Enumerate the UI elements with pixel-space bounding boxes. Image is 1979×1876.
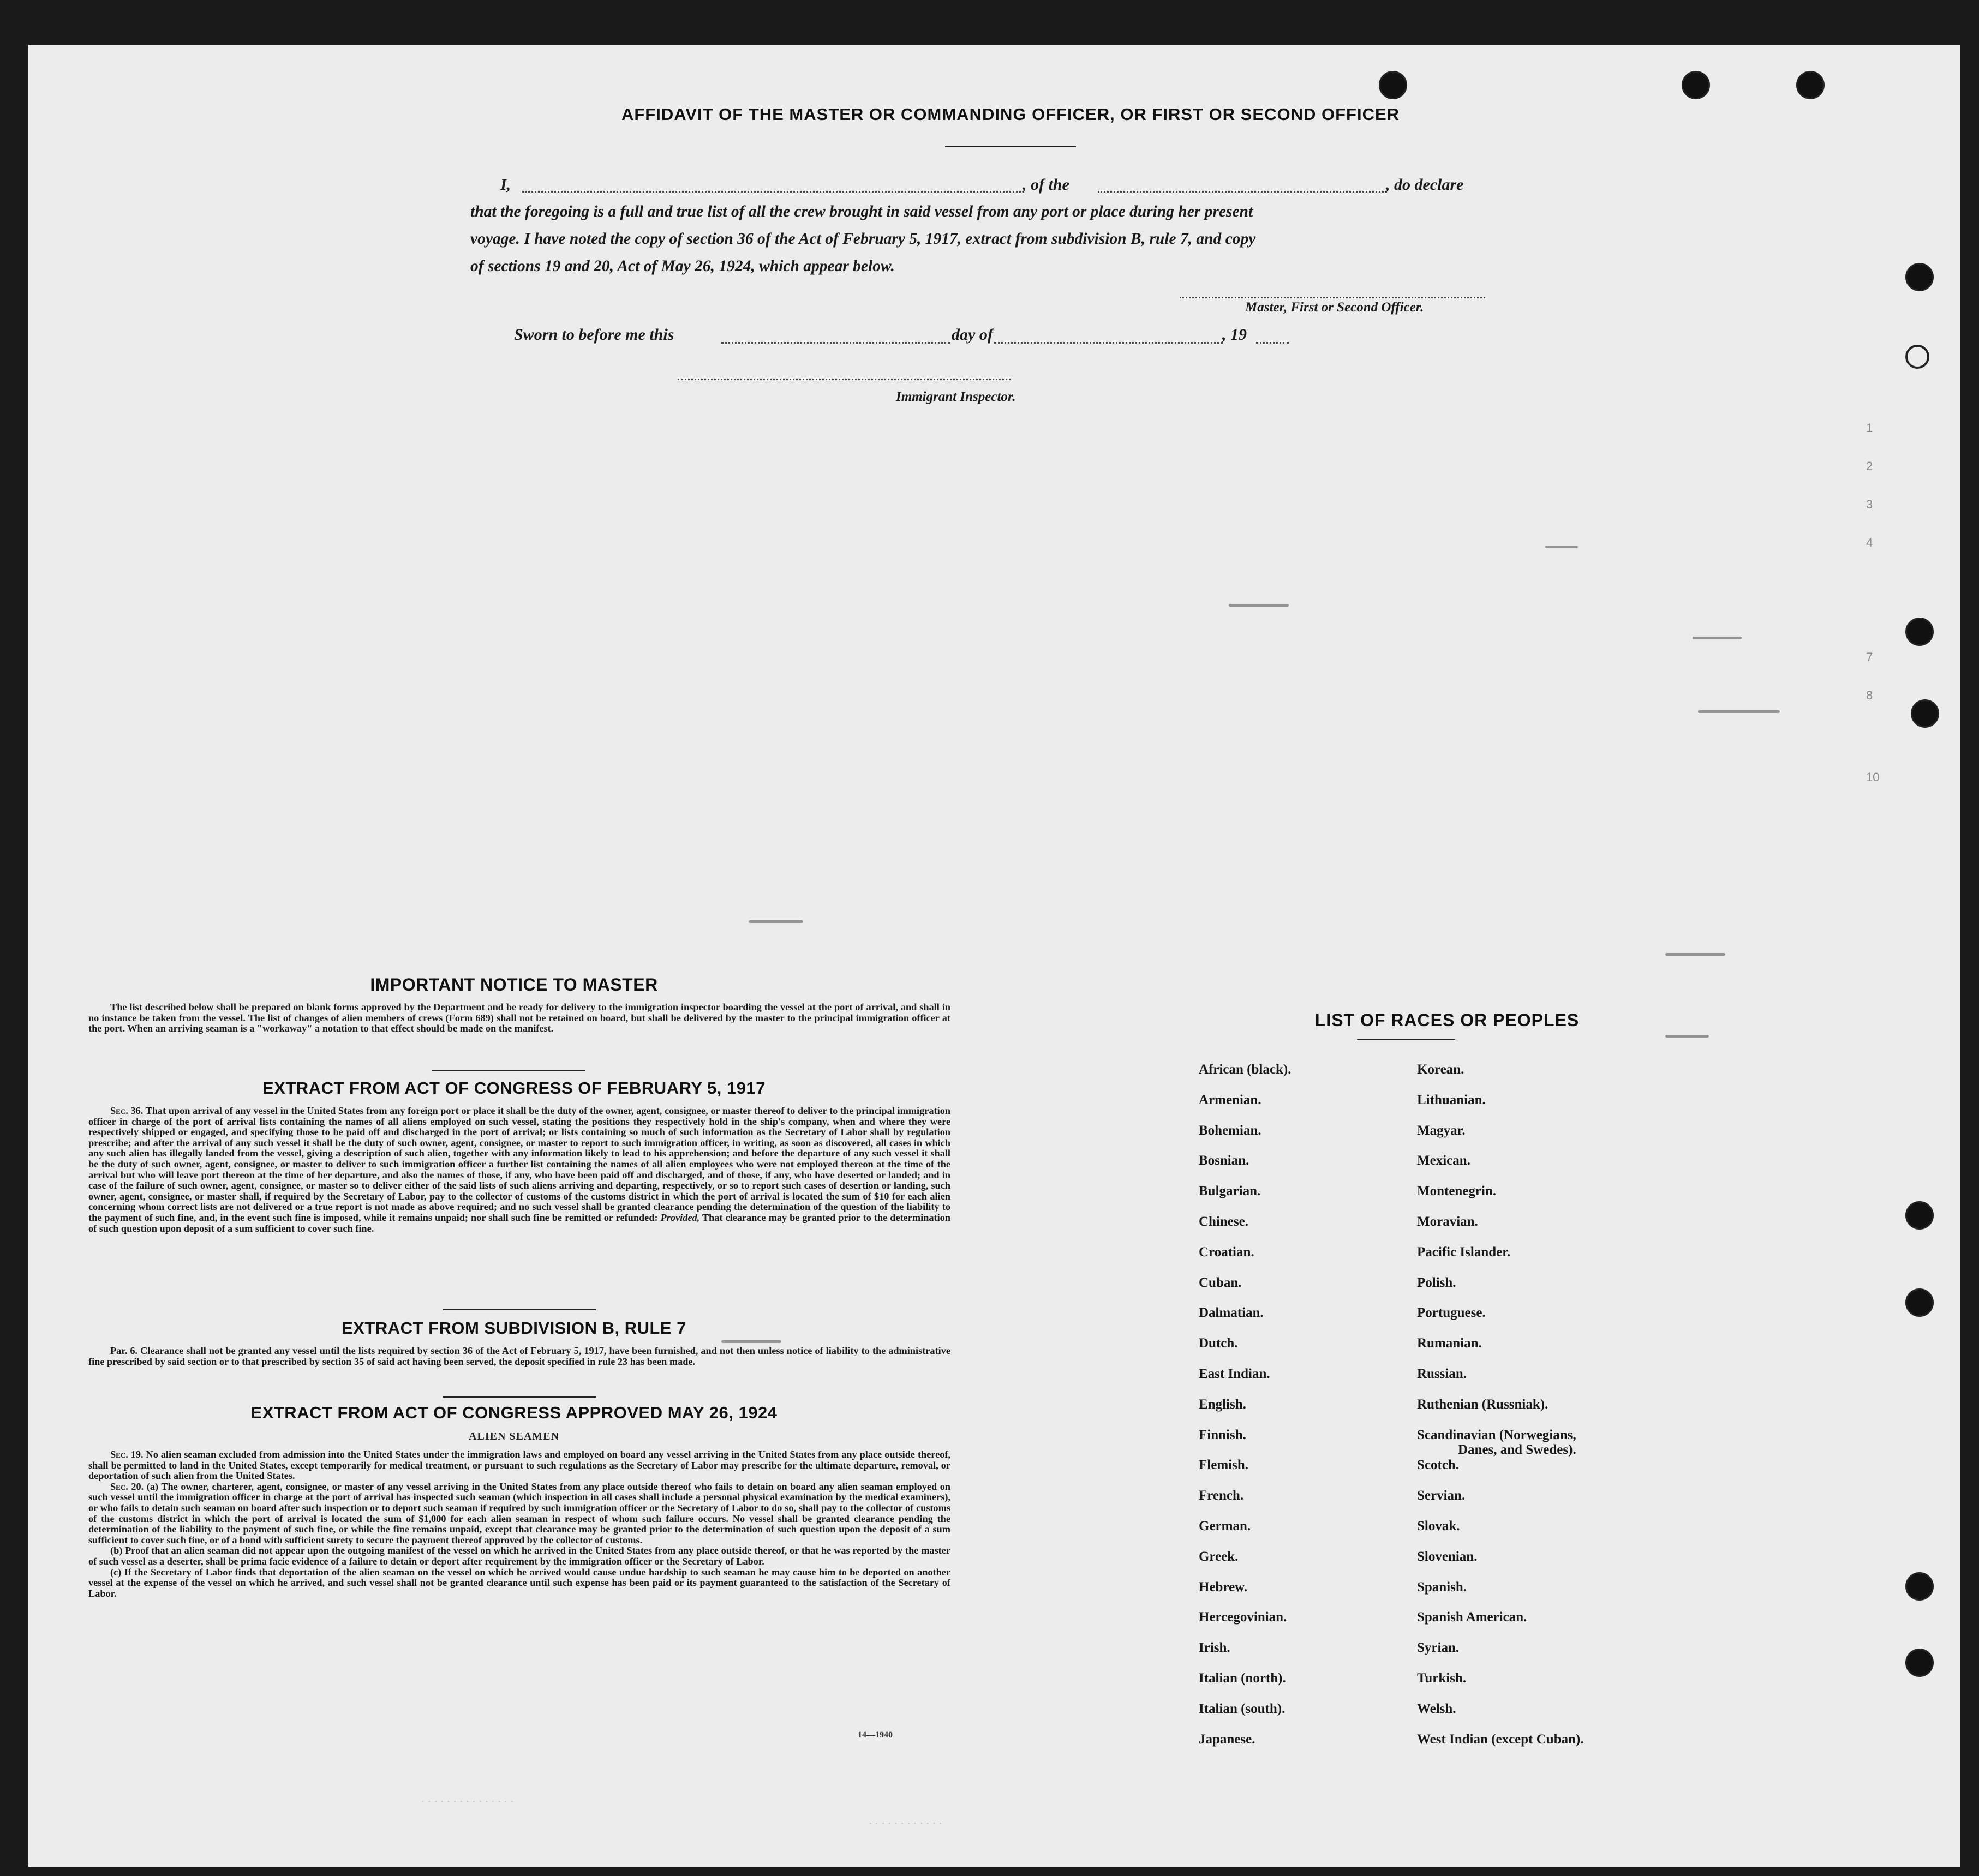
punch-hole — [1905, 618, 1934, 646]
race-item: Italian (south). — [1199, 1701, 1286, 1716]
punch-hole — [1796, 71, 1825, 99]
rule-7-paragraph: Par. 6. Clearance shall not be granted any vessel until the lists required by section 36 of the Act of February 5, 1917, have been furnished, and not then unless notice of liability to the administrative fine prescribed by said section or to that prescribed by section 35 of said act having been served, the deposit specified in rule 23 has been made. — [88, 1345, 950, 1367]
race-item: Lithuanian. — [1417, 1092, 1486, 1107]
races-title: LIST OF RACES OR PEOPLES — [1314, 1010, 1580, 1030]
extract-1924-text — [88, 1449, 950, 1599]
sec-20-label: Sec. 20. — [110, 1481, 144, 1492]
vessel-name-field[interactable] — [1098, 191, 1387, 193]
notice-paragraph: The list described below shall be prepared on blank forms approved by the Department and be ready for delivery to the immigration inspector boarding the vessel at the port of arrival, and shall in no instance be taken from the vessel. The list of changes of alien members of crews (Form 689) shall not be retained on board, but shall be delivered by the master to the principal immigration officer at the port. When an arriving seaman is a "workaway" a notation to that effect should be made on the manifest. — [88, 1002, 950, 1034]
sworn-year-field[interactable] — [1256, 342, 1289, 344]
ink-smudge — [1698, 710, 1780, 713]
affidavit-line-2: that the foregoing is a full and true list of all the crew brought in said vessel from any port or place during her present — [470, 203, 1253, 220]
race-item: Portuguese. — [1417, 1305, 1486, 1321]
sworn-month-field[interactable] — [994, 342, 1223, 344]
race-item: Hebrew. — [1199, 1579, 1248, 1595]
ink-smudge — [1665, 1035, 1709, 1038]
race-item: English. — [1199, 1396, 1246, 1412]
ink-smudge — [749, 920, 803, 923]
sworn-label: Sworn to before me this — [514, 326, 674, 344]
bleed-through-marks: 10 — [1866, 770, 1880, 784]
races-column-2 — [1417, 1062, 1584, 1762]
sec-20a-text: (a) The owner, charterer, agent, consignee, or master of any vessel arriving in the United States from any place outside thereof who fails to detain on board any alien seaman employed on such vessel until the immigration officer in charge at the port of arrival has inspected such seaman (which inspection in all cases shall include a personal physical examination by the medical examiners), or who fails to detain such seaman on board after such inspection or to deport such seaman if required by such immigration officer or the Secretary of Labor to do so, shall pay to the collector of customs of the customs district in which the port of arrival is located the sum of $1,000 for each alien seaman in respect of whom such failure occurs. No vessel shall be granted clearance pending the determination of the liability to the payment of such fine, or while the fine remains unpaid, except that clearance may be granted prior to the determination of such question upon the deposit of a sum sufficient to cover such fine, or of a bond with sufficient surety to secure the payment thereof approved by the collector of customs. — [88, 1481, 950, 1545]
affidavit-line-4: of sections 19 and 20, Act of May 26, 1924, which appear below. — [470, 257, 895, 275]
master-signature-field[interactable] — [1180, 297, 1485, 298]
ink-smudge — [1545, 546, 1578, 548]
race-item: Dalmatian. — [1199, 1305, 1264, 1321]
sec-20c-text: (c) If the Secretary of Labor finds that deportation of the alien seaman on the vessel on which he arrived would cause undue hardship to such seaman he may cause him to be deported on another vessel at the expense of the vessel on which he arrived, and such vessel shall not be granted clearance until such expense has been paid or its payment guaranteed to the satisfaction of the Secretary of Labor. — [88, 1566, 950, 1599]
bleed-through-marks: 3 — [1866, 498, 1873, 511]
sec-20b-text: (b) Proof that an alien seaman did not appear upon the outgoing manifest of the vessel on which he arrived in the United States from any place outside thereof, or that he was reported by the master of such vessel as a deserter, shall be prima facie evidence of a failure to detain or deport after requirement by the immigration officer or the Secretary of Labor. — [88, 1545, 950, 1567]
extract-1917-text — [88, 1106, 950, 1234]
race-item: Rumanian. — [1417, 1336, 1482, 1351]
race-item: Pacific Islander. — [1417, 1244, 1511, 1260]
bleed-through-marks: 7 — [1866, 650, 1873, 664]
race-item: German. — [1199, 1518, 1251, 1533]
race-item: Montenegrin. — [1417, 1184, 1497, 1199]
bleed-through-footer: · · · · · · · · · · · · · · · — [421, 1796, 514, 1808]
race-item: Welsh. — [1417, 1701, 1456, 1716]
section-divider — [432, 1070, 585, 1071]
bleed-through-marks: 1 — [1866, 421, 1873, 435]
document-sheet — [28, 45, 1960, 1867]
year-label: , 19 — [1222, 326, 1247, 344]
race-item: Armenian. — [1199, 1092, 1261, 1107]
sworn-day-field[interactable] — [721, 342, 950, 344]
declarant-name-field[interactable] — [522, 191, 1024, 193]
race-item: Dutch. — [1199, 1336, 1238, 1351]
affidavit-line-3: voyage. I have noted the copy of section 36 of the Act of February 5, 1917, extract from subdivision B, rule 7, and copy — [470, 230, 1256, 248]
punch-hole — [1905, 1572, 1934, 1601]
race-item: Croatian. — [1199, 1244, 1254, 1260]
affidavit-of-the-label: , of the — [1023, 176, 1069, 194]
ink-smudge — [1229, 604, 1289, 607]
races-title-underline — [1357, 1039, 1455, 1040]
race-item: Scandinavian (Norwegians, Danes, and Swedes). — [1417, 1427, 1576, 1457]
punch-hole — [1379, 71, 1407, 99]
notice-title: IMPORTANT NOTICE TO MASTER — [370, 975, 658, 994]
inspector-signature-field[interactable] — [678, 379, 1011, 380]
provided-label: Provided, — [660, 1212, 700, 1223]
punch-hole — [1905, 1201, 1934, 1230]
bleed-through-marks: 8 — [1866, 688, 1873, 702]
rule-7-title: EXTRACT FROM SUBDIVISION B, RULE 7 — [342, 1318, 686, 1338]
race-item: Finnish. — [1199, 1427, 1246, 1442]
title-underline — [945, 146, 1076, 147]
race-item: Flemish. — [1199, 1458, 1248, 1473]
race-item: Slovenian. — [1417, 1549, 1478, 1564]
race-item: Polish. — [1417, 1275, 1456, 1290]
bleed-through-marks: 4 — [1866, 536, 1873, 549]
form-number: 14—1940 — [858, 1730, 893, 1740]
race-item: Moravian. — [1417, 1214, 1478, 1229]
punch-hole — [1911, 699, 1939, 728]
race-item: Italian (north). — [1199, 1670, 1286, 1686]
inspector-caption: Immigrant Inspector. — [896, 389, 1016, 404]
section-divider — [443, 1396, 596, 1398]
ink-smudge — [1693, 637, 1742, 639]
bleed-through-footer: · · · · · · · · · · · · — [869, 1818, 942, 1830]
race-item: Scotch. — [1417, 1458, 1460, 1473]
punch-hole — [1905, 1649, 1934, 1677]
race-item: Hercegovinian. — [1199, 1610, 1287, 1625]
notice-text — [88, 1002, 950, 1034]
race-item: Chinese. — [1199, 1214, 1248, 1229]
race-item: Servian. — [1417, 1488, 1466, 1503]
race-item: Bulgarian. — [1199, 1184, 1261, 1199]
race-item: Russian. — [1417, 1366, 1467, 1381]
race-item: Magyar. — [1417, 1123, 1466, 1138]
ink-smudge — [721, 1340, 781, 1343]
race-item: Cuban. — [1199, 1275, 1242, 1290]
races-column-1 — [1199, 1062, 1291, 1762]
sec-19-label: Sec. 19. — [110, 1449, 144, 1460]
race-item: Ruthenian (Russniak). — [1417, 1396, 1548, 1412]
sec-36-text: That upon arrival of any vessel in the United States from any foreign port or place it shall be the duty of the owner, agent, consignee, or master thereof to deliver to the principal immigration officer in charge of the port of arrival lists containing the names of all aliens employed on such vessel, stating the positions they respectively hold in the ship's company, when and where they were respectively shipped or engaged, and specifying those to be paid off and discharged in the port of arrival; or lists containing so much of such information as the Secretary of Labor shall by regulation prescribe; and after the arrival of any such vessel it shall be the duty of such owner, agent, consignee, or master to report to such immigration officer, in writing, as soon as discovered, all cases in which any such alien has illegally landed from the vessel, giving a description of such alien, together with any information likely to lead to his apprehension; and before the departure of any such vessel it shall be the duty of such owner, agent, consignee, or master to deliver to such immigration officer a further list containing the names of all alien employees who were not employed thereon at the time of the arrival but who will leave port thereon at the time of her departure, and also the names of those, if any, who have been paid off and discharged, and of those, if any, who have deserted or landed; and in case of the failure of such owner, agent, consignee, or master so to deliver either of the said lists of such aliens arriving and departing, respectively, or so to report such cases of desertion or landing, such owner, agent, consignee, or master shall, if required by the Secretary of Labor, pay to the collector of customs of the customs district in which the port of arrival is located the sum of $10 for each alien concerning whom correct lists are not delivered or a true report is not made as above required; and no such vessel shall be granted clearance pending the determination of the question of the liability to the payment of such fine, and, in the event such fine is imposed, while it remains unpaid; nor shall such fine be remitted or refunded: — [88, 1105, 950, 1223]
race-item: West Indian (except Cuban). — [1417, 1731, 1584, 1747]
race-item: French. — [1199, 1488, 1244, 1503]
affidavit-do-declare: , do declare — [1386, 176, 1464, 194]
race-item: African (black). — [1199, 1062, 1292, 1077]
bleed-through-marks: 2 — [1866, 459, 1873, 473]
day-of-label: day of — [952, 326, 993, 344]
sec-36-label: Sec. 36. — [110, 1105, 144, 1116]
punch-hole — [1905, 1288, 1934, 1317]
race-item: East Indian. — [1199, 1366, 1270, 1381]
extract-1924-title: EXTRACT FROM ACT OF CONGRESS APPROVED MAY 26, 1924 — [250, 1403, 778, 1422]
master-caption: Master, First or Second Officer. — [1245, 300, 1424, 315]
race-item: Irish. — [1199, 1640, 1230, 1656]
rule-7-text — [88, 1346, 950, 1367]
ink-smudge — [1665, 953, 1725, 956]
affidavit-i-label: I, — [500, 176, 511, 194]
race-item: Mexican. — [1417, 1153, 1470, 1168]
sec-36-text-end: That clearance may be granted prior to the determination of such question upon deposit of a sum sufficient to cover such fine. — [88, 1212, 950, 1234]
race-item: Syrian. — [1417, 1640, 1460, 1656]
sec-19-text: No alien seaman excluded from admission into the United States under the immigration laws and employed on board any vessel arriving in the United States from any place outside thereof, shall be permitted to land in the United States, except temporarily for medical treatment, or pursuant to such regulations as the Secretary of Labor may prescribe for the ultimate departure, removal, or deportation of such alien from the United States. — [88, 1449, 951, 1482]
race-item: Spanish. — [1417, 1579, 1467, 1595]
punch-hole — [1682, 71, 1710, 99]
affidavit-title: AFFIDAVIT OF THE MASTER OR COMMANDING OFFICER, OR FIRST OR SECOND OFFICER — [621, 105, 1400, 124]
race-item: Bohemian. — [1199, 1123, 1261, 1138]
alien-seamen-subtitle: ALIEN SEAMEN — [469, 1430, 559, 1442]
extract-1917-title: EXTRACT FROM ACT OF CONGRESS OF FEBRUARY 5, 1917 — [262, 1078, 766, 1098]
race-item: Bosnian. — [1199, 1153, 1249, 1168]
punch-hole — [1905, 263, 1934, 291]
race-item-continuation: Danes, and Swedes). — [1458, 1442, 1576, 1457]
race-item: Turkish. — [1417, 1670, 1467, 1686]
race-item: Korean. — [1417, 1062, 1464, 1077]
race-item: Japanese. — [1199, 1731, 1255, 1747]
punch-hole — [1905, 345, 1929, 369]
race-item: Slovak. — [1417, 1518, 1460, 1533]
race-item: Spanish American. — [1417, 1610, 1527, 1625]
section-divider — [443, 1309, 596, 1310]
race-item: Greek. — [1199, 1549, 1239, 1564]
